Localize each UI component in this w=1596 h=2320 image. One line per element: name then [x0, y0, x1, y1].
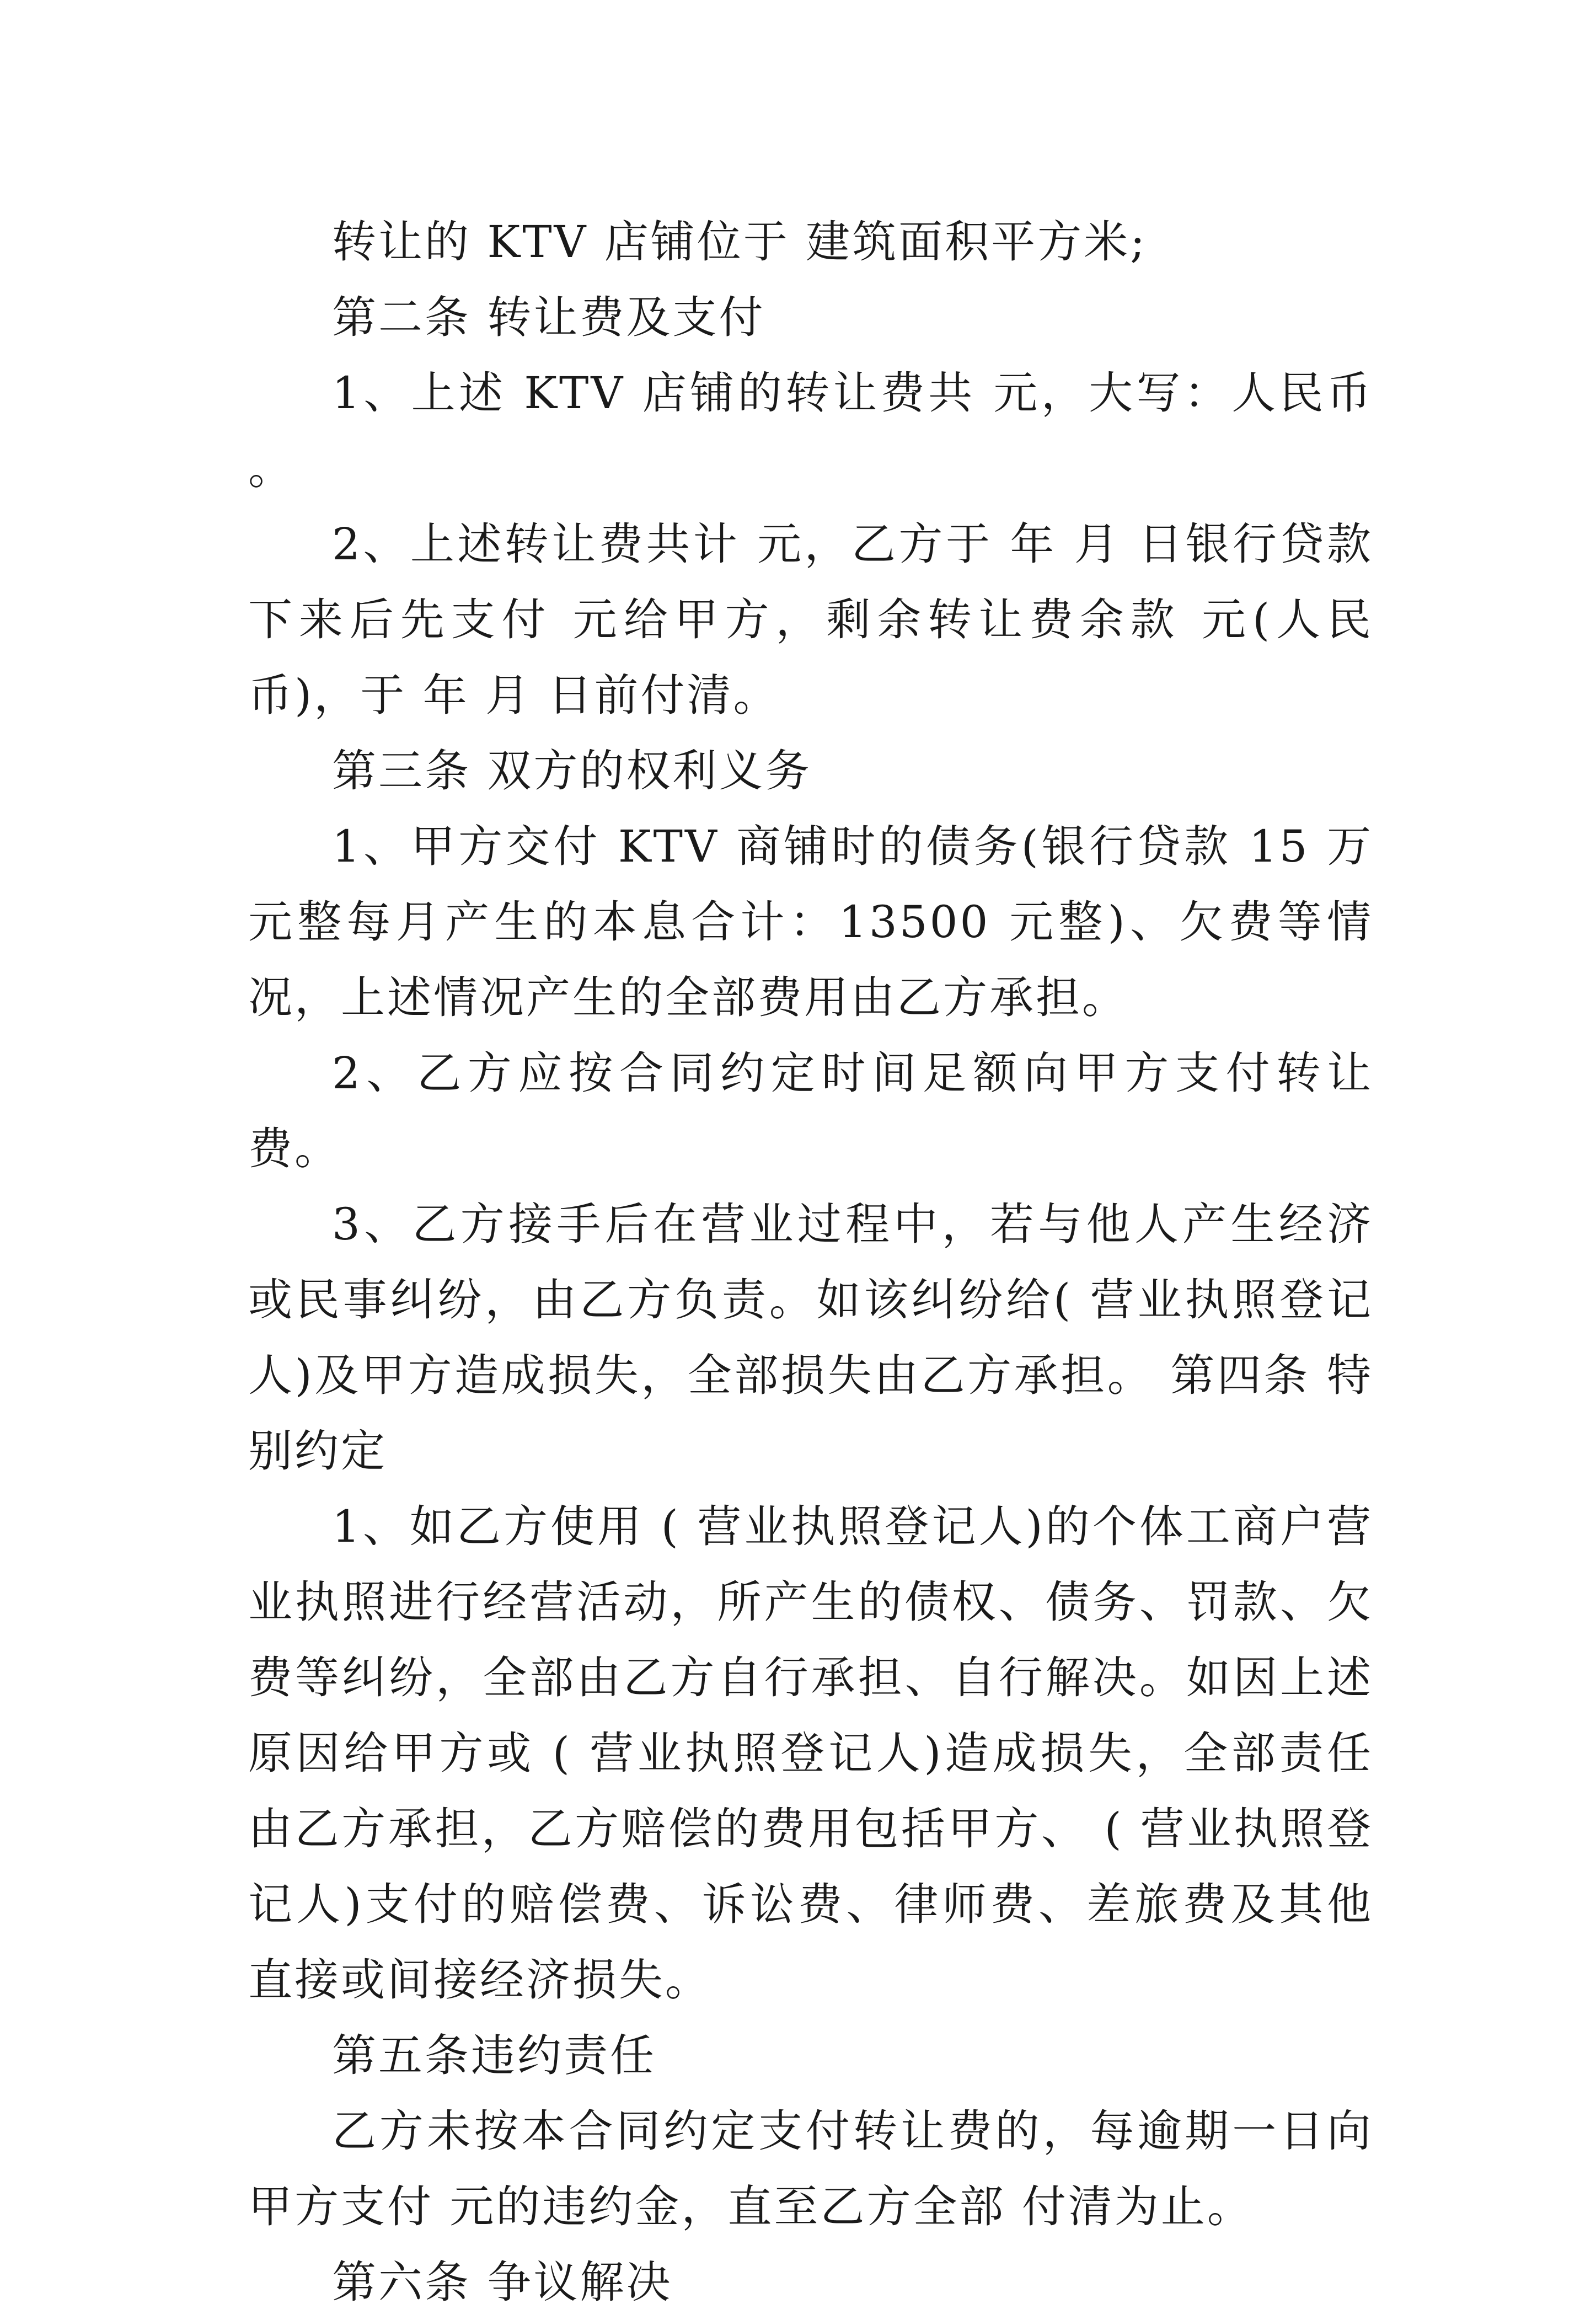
section-heading-article-5: 第五条违约责任 — [332, 2030, 656, 2081]
section-heading-article-6: 第六条 争议解决 — [332, 2257, 673, 2308]
paragraph-penalty: 乙方未按本合同约定支付转让费的，每逾期一日向甲方支付 元的违约金，直至乙方全部 付清为止。 — [248, 2105, 1373, 2232]
paragraph-debts: 1、甲方交付 KTV 商铺时的债务(银行贷款 15 万元整每月产生的本息合计：13500 元整)、欠费等情况，上述情况产生的全部费用由乙方承担。 — [248, 821, 1373, 1023]
paragraph-disputes-liability: 3、乙方接手后在营业过程中，若与他人产生经济或民事纠纷，由乙方负责。如该纠纷给( 营业执照登记人)及甲方造成损失，全部损失由乙方承担。 第四条 特别约定 — [248, 1199, 1373, 1477]
section-heading-article-3: 第三条 双方的权利义务 — [332, 745, 812, 797]
section-heading-article-2: 第二条 转让费及支付 — [332, 292, 765, 343]
paragraph-license-use: 1、如乙方使用 ( 营业执照登记人)的个体工商户营业执照进行经营活动，所产生的债权、债务、罚款、欠费等纠纷，全部由乙方自行承担、自行解决。如因上述原因给甲方或 ( 营业执照登记人)造成损失，全部责任由乙方承担，乙方赔偿的费用包括甲方、 ( 营业执照登记人)支付的赔偿费、诉讼费、律师费、差旅费及其他直接或间接经济损失。 — [248, 1501, 1373, 2006]
document-body — [248, 204, 1373, 2320]
paragraph-pay-on-time: 2、乙方应按合同约定时间足额向甲方支付转让费。 — [248, 1047, 1373, 1174]
paragraph-shop-location: 转让的 KTV 店铺位于 建筑面积平方米; — [332, 216, 1148, 268]
paragraph-payment-terms: 2、上述转让费共计 元，乙方于 年 月 日银行贷款下来后先支付 元给甲方，剩余转让费余款 元(人民币)，于 年 月 日前付清。 — [248, 518, 1373, 721]
paragraph-transfer-fee: 1、上述 KTV 店铺的转让费共 元，大写：人民币 。 — [248, 367, 1373, 494]
